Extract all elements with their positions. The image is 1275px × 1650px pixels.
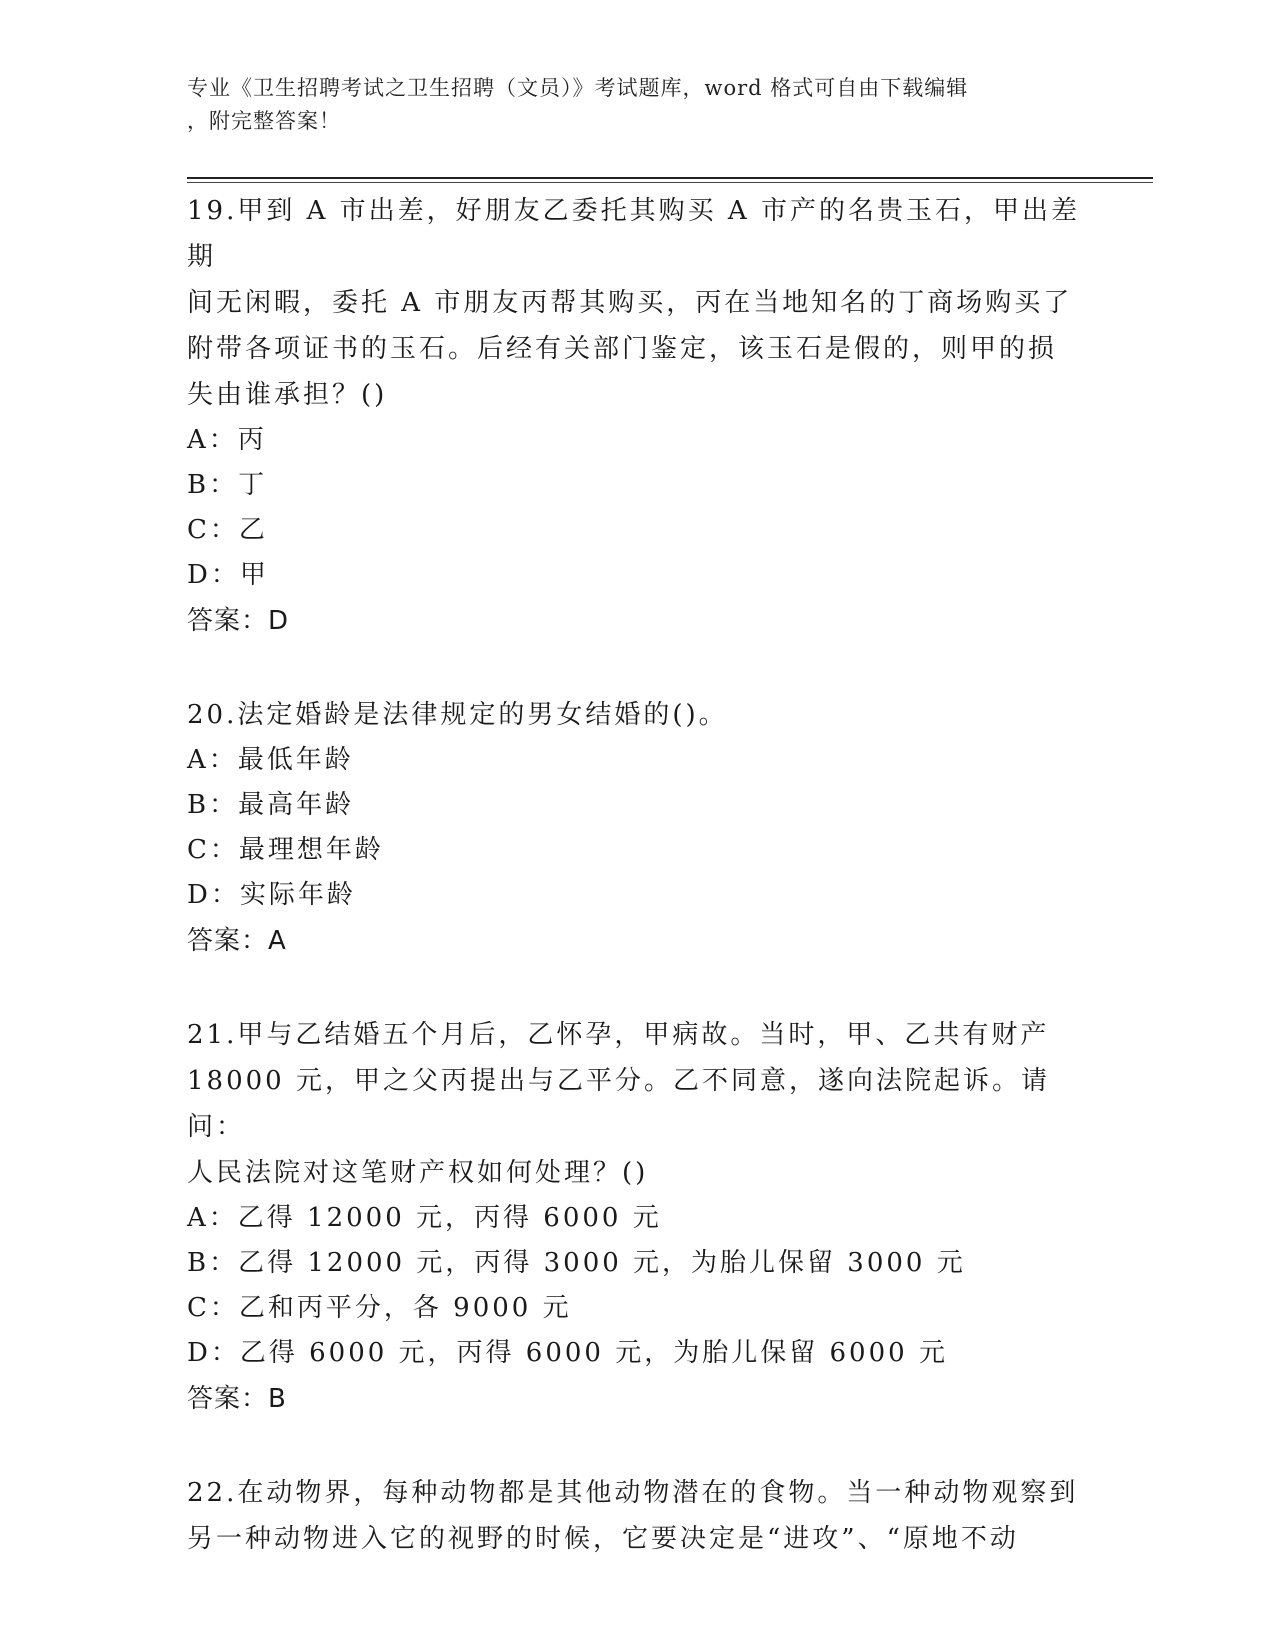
question-19-stem-line-3: 附带各项证书的玉石。后经有关部门鉴定，该玉石是假的，则甲的损: [187, 334, 1058, 364]
question-19-stem-line-2: 间无闲暇，委托 A 市朋友丙帮其购买，丙在当地知名的丁商场购买了: [187, 288, 1073, 318]
question-19-option-d: D：甲: [187, 560, 269, 590]
question-22: [187, 1470, 1087, 1562]
question-21-stem-line-2: 18000 元，甲之父丙提出与乙平分。乙不同意，遂向法院起诉。请问：: [187, 1066, 1050, 1142]
question-21-option-a: A：乙得 12000 元，丙得 6000 元: [187, 1203, 662, 1233]
question-21-stem-line-1: 21.甲与乙结婚五个月后，乙怀孕，甲病故。当时，甲、乙共有财产: [187, 1020, 1050, 1050]
header-divider-thin: [187, 182, 1153, 183]
question-21-option-d: D：乙得 6000 元，丙得 6000 元，为胎儿保留 6000 元: [187, 1338, 948, 1368]
question-19-option-a: A：丙: [187, 425, 267, 455]
question-20-option-c: C：最理想年龄: [187, 835, 384, 865]
question-19-option-c: C：乙: [187, 515, 268, 545]
question-21-stem-line-3: 人民法院对这笔财产权如何处理？(): [187, 1158, 649, 1188]
question-20-stem-line-1: 20.法定婚龄是法律规定的男女结婚的()。: [187, 700, 728, 730]
header-divider-thick: [187, 177, 1153, 179]
question-21-option-b: B：乙得 12000 元，丙得 3000 元，为胎儿保留 3000 元: [187, 1248, 966, 1278]
document-header: [187, 72, 1087, 138]
header-line-1: 专业《卫生招聘考试之卫生招聘（文员）》考试题库，word 格式可自由下载编辑: [187, 76, 969, 100]
question-19-stem-line-1: 19.甲到 A 市出差，好朋友乙委托其购买 A 市产的名贵玉石，甲出差期: [187, 196, 1080, 272]
question-21-answer: 答案：B: [187, 1384, 287, 1414]
question-19-answer: 答案：D: [187, 606, 290, 636]
question-21: [187, 1012, 1087, 1422]
question-20-answer: 答案：A: [187, 926, 287, 956]
question-20-option-b: B：最高年龄: [187, 790, 355, 820]
question-20-option-d: D：实际年龄: [187, 880, 356, 910]
question-19-option-b: B：丁: [187, 470, 268, 500]
question-21-option-c: C：乙和丙平分，各 9000 元: [187, 1293, 572, 1323]
question-20: [187, 692, 1087, 964]
question-19: [187, 188, 1087, 644]
question-20-option-a: A：最低年龄: [187, 745, 354, 775]
question-19-stem-line-4: 失由谁承担？(): [187, 380, 388, 410]
question-list: [187, 188, 1087, 1610]
question-22-stem-line-2: 另一种动物进入它的视野的时候，它要决定是“进攻”、“原地不动: [187, 1524, 1019, 1554]
header-line-2: ，附完整答案！: [187, 109, 341, 133]
question-22-stem-line-1: 22.在动物界，每种动物都是其他动物潜在的食物。当一种动物观察到: [187, 1478, 1079, 1508]
